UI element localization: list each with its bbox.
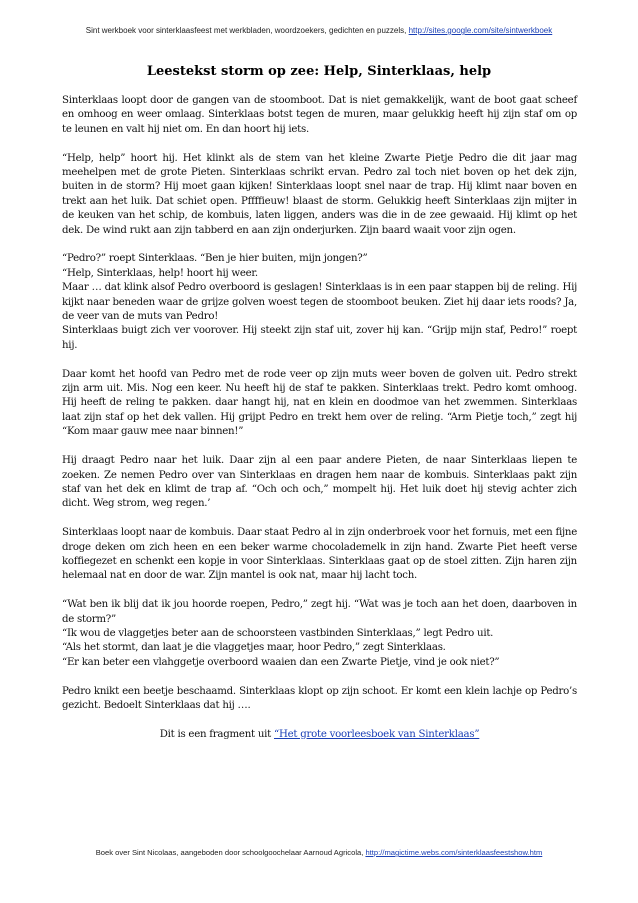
paragraph-4 [62,368,577,440]
paragraph-line: Sinterklaas buigt zich ver voorover. Hij steekt zijn staf uit, zover hij kan. “Grijp mijn staf, Pedro!” roept hij. [62,325,577,351]
story-body [62,94,577,742]
paragraph-5 [62,454,577,512]
paragraph-3 [62,252,577,353]
paragraph-8 [62,685,577,714]
credit-text: Dit is een fragment uit [159,728,274,740]
paragraph-line: Pedro knikt een beetje beschaamd. Sinterklaas klopt op zijn schoot. Er komt een klein lachje op Pedro’s gezicht. Bedoelt Sinterklaas dat hij …. [62,685,577,711]
header-text: Sint werkboek voor sinterklaasfeest met werkbladen, woordzoekers, gedichten en puzzels, [85,26,409,35]
source-credit [62,728,577,742]
paragraph-line: “Pedro?” roept Sinterklaas. “Ben je hier buiten, mijn jongen?” [62,253,368,265]
paragraph-7 [62,598,577,670]
credit-link[interactable]: “Het grote voorleesboek van Sinterklaas” [274,728,480,740]
paragraph-line: Sinterklaas loopt naar de kombuis. Daar staat Pedro al in zijn onderbroek voor het fornuis, met een fijne droge deken om zich heen en een beker warme chocolademelk in zijn hand. Zwarte Piet heeft verse koffiegezet en schenkt een kopje in voor Sinterklaas. Sinterklaas gaat op de stoel zitten. Zijn haren zijn helemaal nat en door de war. Zijn mantel is ook nat, maar hij lacht toch. [62,527,577,582]
page-header [0,26,638,35]
paragraph-line: Hij draagt Pedro naar het luik. Daar zijn al een paar andere Pieten, de naar Sinterklaas liepen te zoeken. Ze nemen Pedro over van Sinterklaas en dragen hem naar de kombuis. Sinterklaas pakt zijn staf van het dek en klimt de trap af. “Och och och,” mompelt hij. Het luik doet hij stevig achter zich dicht. Weg strom, weg regen.’ [62,455,577,510]
paragraph-line: “Wat ben ik blij dat ik jou hoorde roepen, Pedro,” zegt hij. “Wat was je toch aan het doen, daarboven in de storm?” [62,599,577,625]
paragraph-2 [62,152,577,238]
paragraph-line: Maar … dat klink alsof Pedro overboord is geslagen! Sinterklaas is in een paar stappen bij de reling. Hij kijkt naar beneden waar de grijze golven woest tegen de stoomboot beuken. Ziet hij daar iets roods? Ja, de veer van de muts van Pedro! [62,282,577,323]
paragraph-6 [62,526,577,584]
paragraph-line: “Ik wou de vlaggetjes beter aan de schoorsteen vastbinden Sinterklaas,” legt Pedro uit. [62,627,494,639]
footer-link[interactable]: http://magictime.webs.com/sinterklaasfeestshow.htm [365,848,543,857]
header-link[interactable]: http://sites.google.com/site/sintwerkboek [408,26,553,35]
paragraph-line: “Er kan beter een vlahggetje overboord waaien dan een Zwarte Pietje, vind je ook niet?” [62,656,500,668]
paragraph-line: “Als het stormt, dan laat je die vlaggetjes maar, hoor Pedro,” zegt Sinterklaas. [62,642,446,654]
paragraph-1 [62,94,577,137]
footer-text: Boek over Sint Nicolaas, aangeboden door schoolgoochelaar Aarnoud Agricola, [95,848,366,857]
paragraph-line: Sinterklaas loopt door de gangen van de stoomboot. Dat is niet gemakkelijk, want de boot gaat scheef en omhoog en weer omlaag. Sinterklaas botst tegen de muren, maar gelukkig heeft hij zijn staf om op te leunen en valt hij niet om. En dan hoort hij iets. [62,95,577,135]
page-footer [0,848,638,857]
paragraph-line: Daar komt het hoofd van Pedro met de rode veer op zijn muts weer boven de golven uit. Pedro strekt zijn arm uit. Mis. Nog een keer. Nu heeft hij de staf te pakken. Sinterklaas trekt. Pedro komt omhoog. Hij heeft de reling te pakken. daar hangt hij, nat en klein en doodmoe van het zwemmen. Sinterklaas laat zijn staf op het dek vallen. Hij grijpt Pedro en trekt hem over de reling. “Arm Pietje toch,” zegt hij “Kom maar gauw mee naar binnen!” [62,368,577,438]
document-title: Leestekst storm op zee: Help, Sinterklaas, help [146,64,492,79]
paragraph-line: “Help, help” hoort hij. Het klinkt als de stem van het kleine Zwarte Pietje Pedro die dit jaar mag meehelpen met de grote Pieten. Sinterklaas schrikt ervan. Pedro zal toch niet boven op het dek zijn, buiten in de storm? Hij moet gaan kijken! Sinterklaas loopt snel naar de trap. Hij klimt naar boven en trekt aan het luik. Dat schiet open. Pffffieuw! blaast de storm. Gelukkig heeft Sinterklaas zijn mijter in de keuken van het schip, de kombuis, laten liggen, anders was die in de zee gewaaid. Hij klimt op het dek. De wind rukt aan zijn tabberd en aan zijn onderjurken. Zijn baard waait voor zijn ogen. [62,152,577,236]
paragraph-line: “Help, Sinterklaas, help! hoort hij weer. [62,267,258,279]
